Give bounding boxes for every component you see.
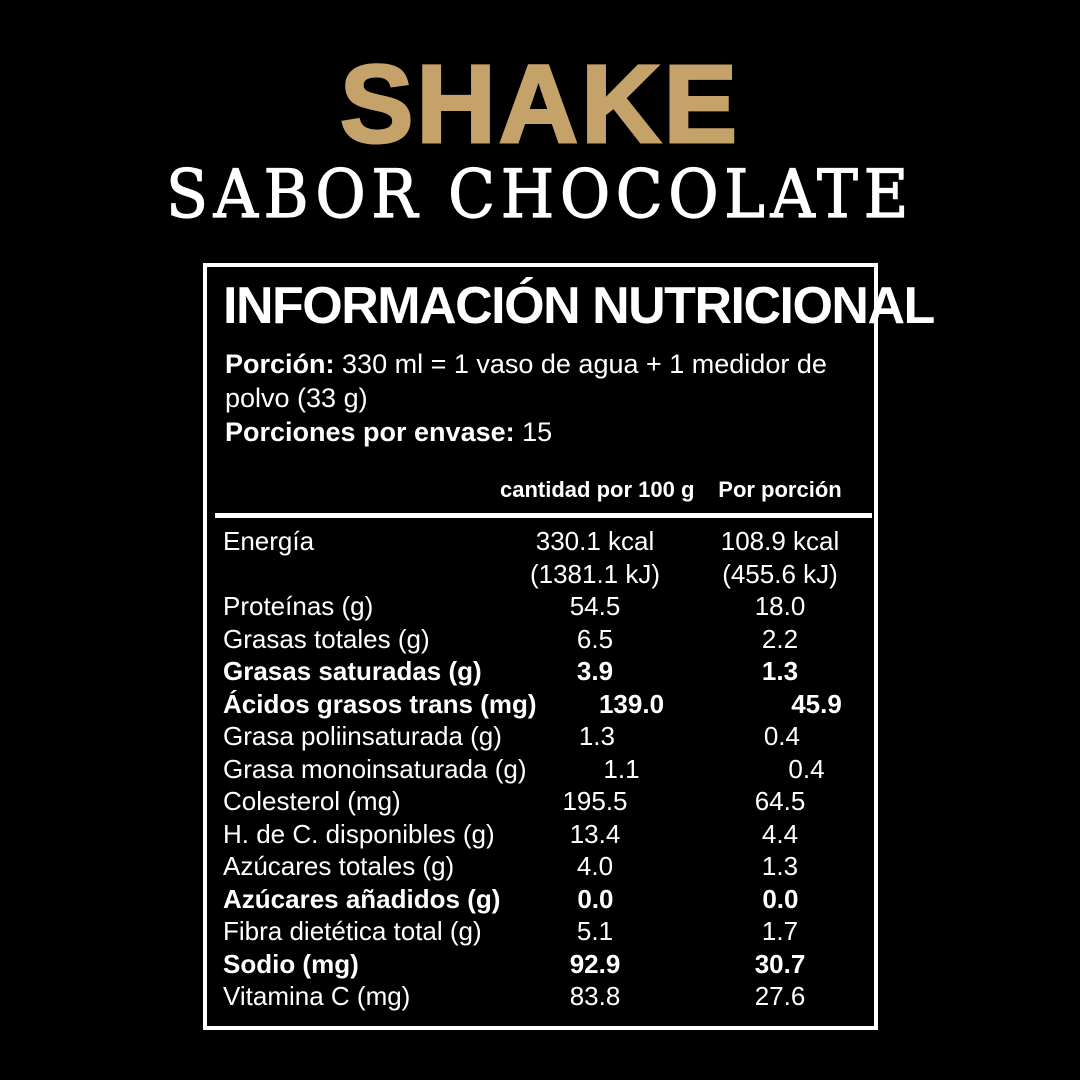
header-divider: [215, 513, 872, 518]
nutrition-table: [223, 525, 870, 1013]
nutrient-label: Colesterol (mg): [223, 786, 401, 816]
value-per-100g: 54.5: [569, 591, 621, 621]
table-row: [223, 525, 870, 558]
nutrient-label: Ácidos grasos trans (mg): [223, 688, 537, 719]
value-per-portion: 30.7: [754, 948, 806, 979]
value-per-100g: 3.9: [576, 656, 614, 686]
value-per-100g: 1.3: [578, 721, 615, 751]
column-header-per-portion: Por porción: [718, 477, 842, 502]
value-per-portion: 18.0: [754, 591, 806, 621]
nutrient-label: Energía: [223, 526, 315, 556]
value-per-100g: 6.5: [576, 623, 614, 654]
value-per-portion: 64.5: [754, 786, 806, 816]
value-per-100g: 195.5: [562, 786, 628, 816]
table-row: [223, 688, 870, 721]
table-row: [223, 558, 870, 591]
value-per-100g: 1.1: [603, 753, 640, 784]
value-per-100g: 83.8: [569, 981, 621, 1011]
table-row: [223, 753, 870, 786]
nutrient-label: Grasas totales (g): [223, 623, 430, 654]
nutrient-label: Grasa monoinsaturada (g): [223, 753, 527, 784]
product-title: SHAKE: [339, 43, 741, 166]
serving-size-value: 330 ml = 1 vaso de agua + 1 medidor de polvo (33 g): [225, 349, 827, 413]
servings-per-container-label: Porciones por envase:: [225, 417, 515, 447]
value-per-portion: 1.3: [761, 851, 799, 881]
nutrient-label: Grasa poliinsaturada (g): [223, 721, 502, 751]
value-per-portion: 27.6: [754, 981, 806, 1011]
nutrition-panel: [203, 263, 934, 1030]
value-per-100g: 0.0: [577, 883, 614, 914]
nutrient-label: Grasas saturadas (g): [223, 656, 482, 686]
table-row: [223, 720, 870, 753]
value-per-portion: 4.4: [761, 818, 799, 849]
nutrient-label: H. de C. disponibles (g): [223, 818, 495, 849]
nutrient-label: Vitamina C (mg): [223, 981, 411, 1011]
table-row: [223, 915, 870, 948]
table-row: [223, 818, 870, 851]
value-per-100g: 139.0: [598, 688, 665, 719]
nutrient-label: Azúcares añadidos (g): [223, 883, 501, 914]
column-header-per-100g: cantidad por 100 g: [500, 477, 695, 502]
panel-heading: INFORMACIÓN NUTRICIONAL: [223, 277, 934, 335]
product-flavor-subtitle: SABOR CHOCOLATE: [166, 156, 914, 233]
serving-size-line: [225, 347, 837, 415]
value-per-100g: 5.1: [576, 916, 614, 946]
servings-per-container-value: 15: [522, 417, 553, 447]
value-per-portion: 0.4: [788, 753, 825, 784]
value-per-portion: 0.4: [763, 721, 800, 751]
nutrient-label: Proteínas (g): [223, 591, 374, 621]
table-row: [223, 623, 870, 656]
value-per-100g: (1381.1 kJ): [529, 558, 661, 589]
nutrient-label: Azúcares totales (g): [223, 851, 455, 881]
table-row: [223, 785, 870, 818]
value-per-100g: 4.0: [576, 851, 614, 881]
value-per-portion: 0.0: [762, 883, 799, 914]
table-row: [223, 850, 870, 883]
value-per-portion: (455.6 kJ): [722, 558, 838, 589]
value-per-100g: 13.4: [569, 818, 621, 849]
value-per-portion: 1.3: [761, 656, 799, 686]
table-row: [223, 883, 870, 916]
table-row: [223, 655, 870, 688]
table-row: [223, 948, 870, 981]
nutrient-label: Fibra dietética total (g): [223, 916, 482, 946]
serving-size-label: Porción:: [225, 349, 335, 379]
table-column-headers: [223, 477, 870, 503]
value-per-100g: 330.1 kcal: [535, 526, 655, 556]
table-row: [223, 590, 870, 623]
value-per-portion: 45.9: [791, 688, 842, 719]
value-per-100g: 92.9: [569, 948, 621, 979]
value-per-portion: 1.7: [761, 916, 799, 946]
value-per-portion: 108.9 kcal: [720, 526, 840, 556]
value-per-portion: 2.2: [761, 623, 799, 654]
servings-per-container-line: [225, 415, 870, 449]
table-row: [223, 980, 870, 1013]
nutrient-label: Sodio (mg): [223, 948, 359, 979]
